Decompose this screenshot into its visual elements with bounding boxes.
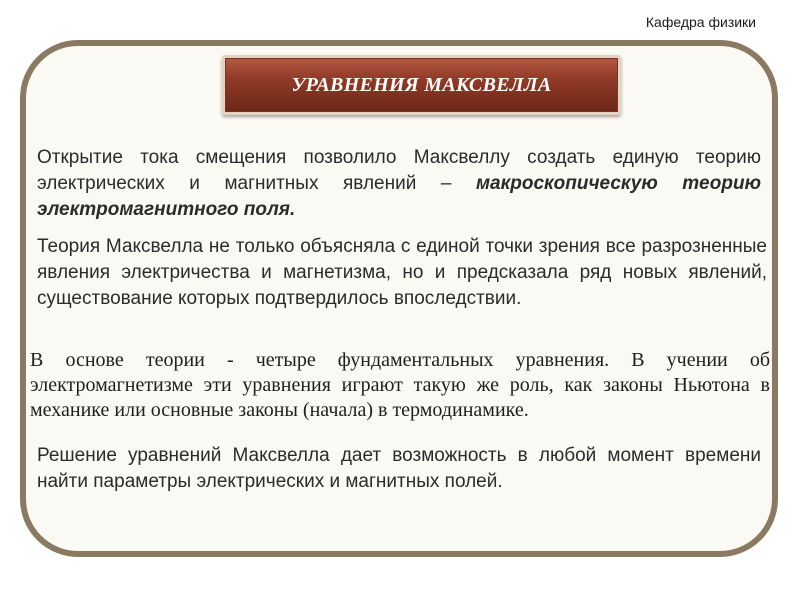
- paragraph-solution: Решение уравнений Максвелла дает возможность в любой момент времени найти параметры электрических и магнитных полей.: [37, 445, 761, 492]
- paragraph-1-text: Открытие тока смещения позволило Максвеллу создать единую теорию электрических и магнитных явлений –: [37, 147, 761, 194]
- paragraph-four-equations: В основе теории - четыре фундаментальных уравнения. В учении об электромагнетизме эти уравнения играют такую же роль, как законы Ньютона в механике или основные законы (начала) в термодинамике.: [30, 349, 770, 421]
- department-label: Кафедра физики: [645, 14, 756, 30]
- slide-title: УРАВНЕНИЯ МАКСВЕЛЛА: [291, 73, 552, 96]
- paragraph-maxwell-theory: Теория Максвелла не только объясняла с единой точки зрения все разрозненные явления электричества и магнетизма, но и предсказала ряд новых явлений, существование которых подтвердилось впоследствии.: [37, 236, 767, 309]
- slide-title-box: [222, 55, 621, 115]
- paragraph-1-emphasis: макроскопическую теорию электромагнитного поля.: [37, 173, 762, 220]
- paragraph-displacement-current: [37, 145, 761, 223]
